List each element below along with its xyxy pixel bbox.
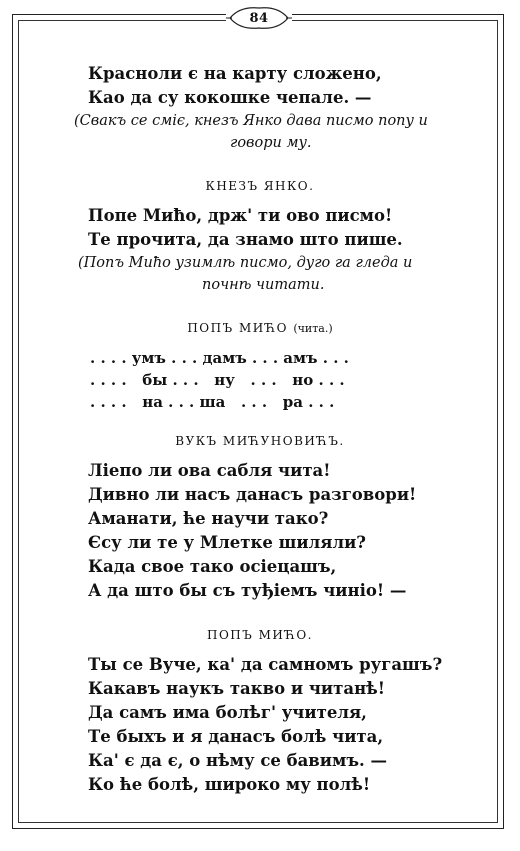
fragment-line: . . . . умъ . . . дамъ . . . амъ . . . [90,349,349,367]
fragment-line: . . . . на . . . ша . . . ра . . . [90,393,335,411]
fragment-line: . . . . бы . . . ну . . . но . . . [90,371,345,389]
verse-line: Дивно ли насъ данасъ разговори! [88,485,417,504]
verse-line: Лiепо ли ова сабля чита! [88,461,331,480]
speaker-name: ПОПЪ МИЋО. [207,628,313,642]
speaker-note: (чита.) [293,322,333,335]
page-number: 84 [249,10,269,26]
stage-direction: говори му. [230,135,312,151]
verse-line: Ка' є да є, о нѣму се бавимъ. — [88,751,387,770]
speaker-name [40,318,480,339]
stage-direction: (Попъ Миħо узимлѣ писмо, дуго га гледа и [78,255,413,271]
speaker-name-text: ПОПЪ МИЋО [187,321,288,335]
page-number-ornament [226,4,292,32]
stage-direction: (Свакъ се сміє, кнезъ Янко дава писмо попу и [74,113,428,129]
verse-line: Да самъ има болѣг' учителя, [88,703,367,722]
stage-direction: почнѣ читати. [202,277,325,293]
verse-line: Аманати, ће научи тако? [88,509,329,528]
page-content [40,62,480,797]
verse-line: Ты се Вуче, ка' да самномъ ругашъ? [88,655,443,674]
verse-line: Ко ће болѣ, широко му полѣ! [88,775,371,794]
speaker-name: КНЕЗЪ ЯНКО. [205,179,315,193]
verse-line: Те прочита, да знамо што пише. [88,230,403,249]
verse-line: А да што бы съ туђiемъ чиніо! — [88,581,407,600]
verse-line: Попе Миħо, држ' ти ово писмо! [88,206,393,225]
speaker-name: ВУКЪ МИЋУНОВИЋЪ. [175,434,345,448]
verse-line: Єсу ли те у Млетке шиляли? [88,533,366,552]
verse-line: Какавъ наукъ такво и читанѣ! [88,679,385,698]
verse-line: Красноли є на карту сложено, [88,64,382,83]
verse-line: Те быхъ и я данасъ болѣ чита, [88,727,384,746]
verse-line: Када свое тако осiецашъ, [88,557,337,576]
verse-line: Као да су кокошке чепале. — [88,88,372,107]
